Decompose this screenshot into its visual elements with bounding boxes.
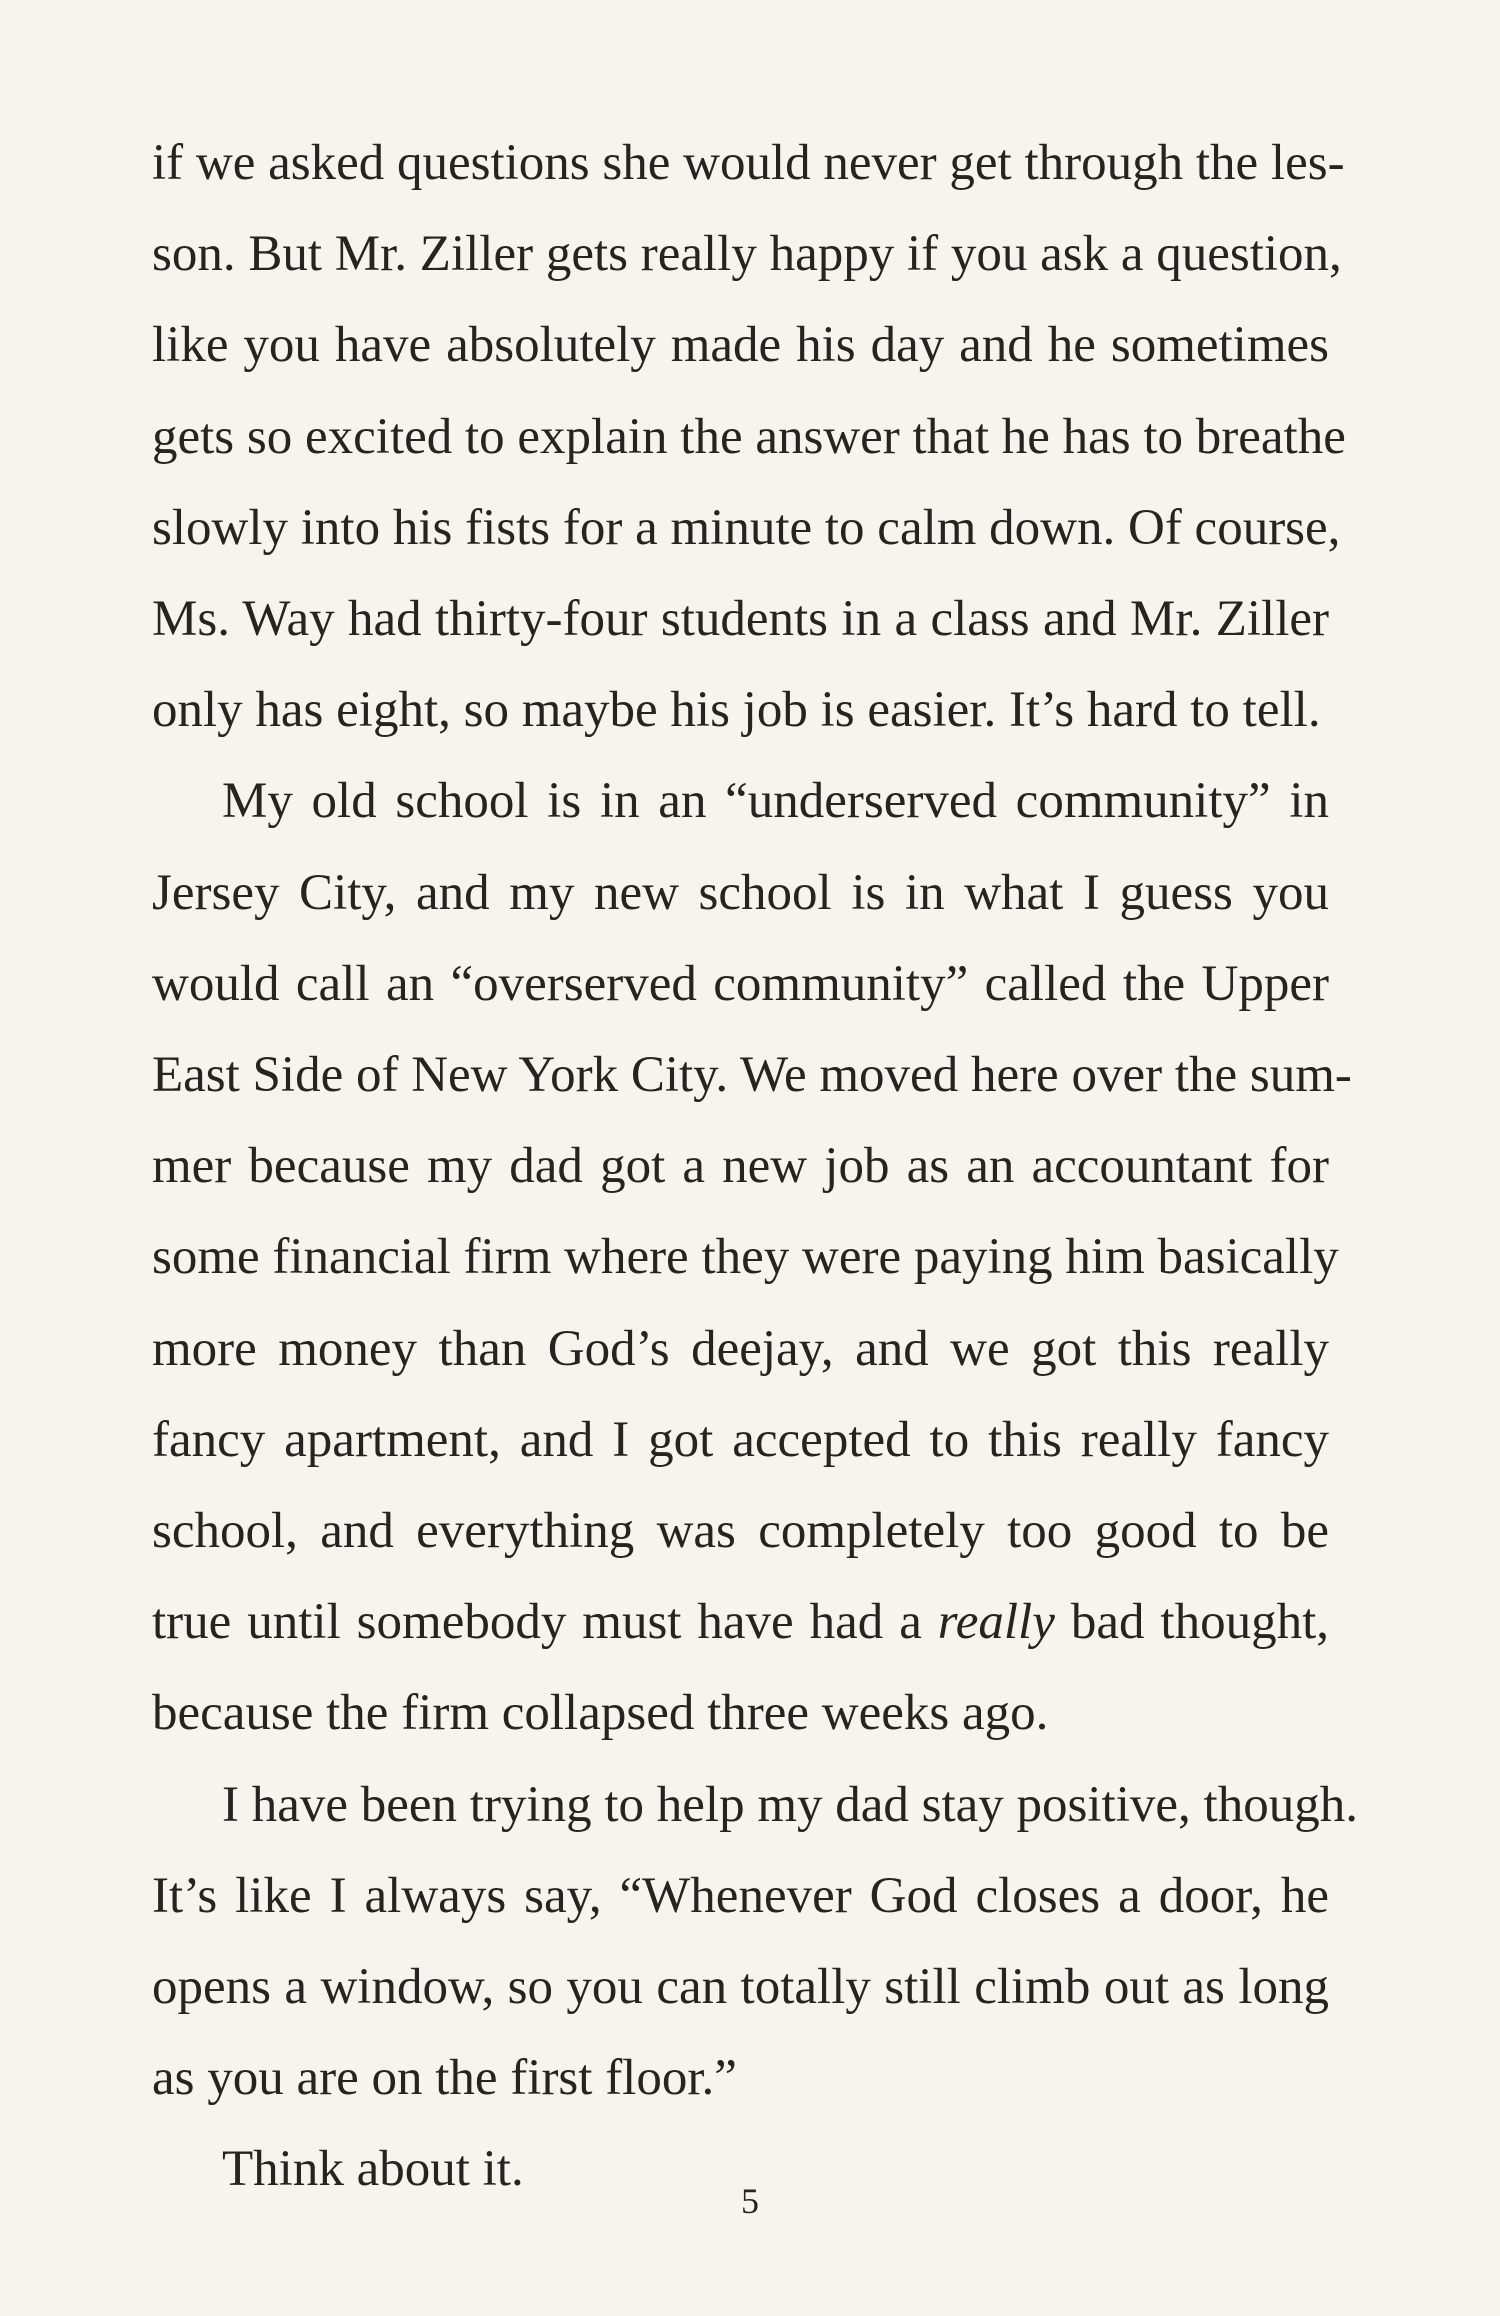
text-line: East Side of New York City. We moved here over the sum- (152, 1047, 1352, 1104)
paragraph-2 (152, 756, 1352, 1759)
italic-emphasis: really (937, 1594, 1055, 1651)
text-line: slowly into his fists for a minute to calm down. Of course, (152, 499, 1341, 556)
text-line: because the firm collapsed three weeks ago. (152, 1685, 1049, 1742)
text-line: Jersey City, and my new school is in what I guess you (152, 864, 1329, 921)
text-line: only has eight, so maybe his job is easier. It’s hard to tell. (152, 682, 1321, 739)
text-line: son. But Mr. Ziller gets really happy if you ask a question, (152, 226, 1342, 283)
paragraph-1 (152, 118, 1346, 756)
text-line: fancy apartment, and I got accepted to this really fancy (152, 1411, 1329, 1468)
text-line: more money than God’s deejay, and we got this really (152, 1320, 1329, 1377)
text-line: if we asked questions she would never get through the les- (152, 135, 1345, 191)
page-number: 5 (741, 2181, 759, 2221)
text-line: gets so excited to explain the answer that he has to breathe (152, 408, 1346, 465)
text-line: true until somebody must have had a really bad thought, (152, 1594, 1329, 1651)
text-line: mer because my dad got a new job as an accountant for (152, 1138, 1329, 1195)
text-line: My old school is in an “underserved community” in (222, 773, 1329, 830)
body-text (152, 118, 1358, 2216)
text-line: school, and everything was completely too good to be (152, 1503, 1329, 1560)
text-line: Ms. Way had thirty-four students in a class and Mr. Ziller (152, 591, 1329, 648)
text-line: as you are on the first floor.” (152, 2050, 737, 2107)
text-line: would call an “overserved community” called the Upper (152, 955, 1329, 1012)
text-line: It’s like I always say, “Whenever God closes a door, he (152, 1867, 1329, 1924)
paragraph-3 (152, 1760, 1358, 2125)
text-line: like you have absolutely made his day and he sometimes (152, 317, 1329, 374)
text-line: I have been trying to help my dad stay positive, though. (222, 1776, 1358, 1833)
text-line: opens a window, so you can totally still climb out as long (152, 1959, 1329, 2016)
text-line: some financial firm where they were paying him basically (152, 1229, 1339, 1286)
text-line: Think about it. (222, 2141, 524, 2198)
